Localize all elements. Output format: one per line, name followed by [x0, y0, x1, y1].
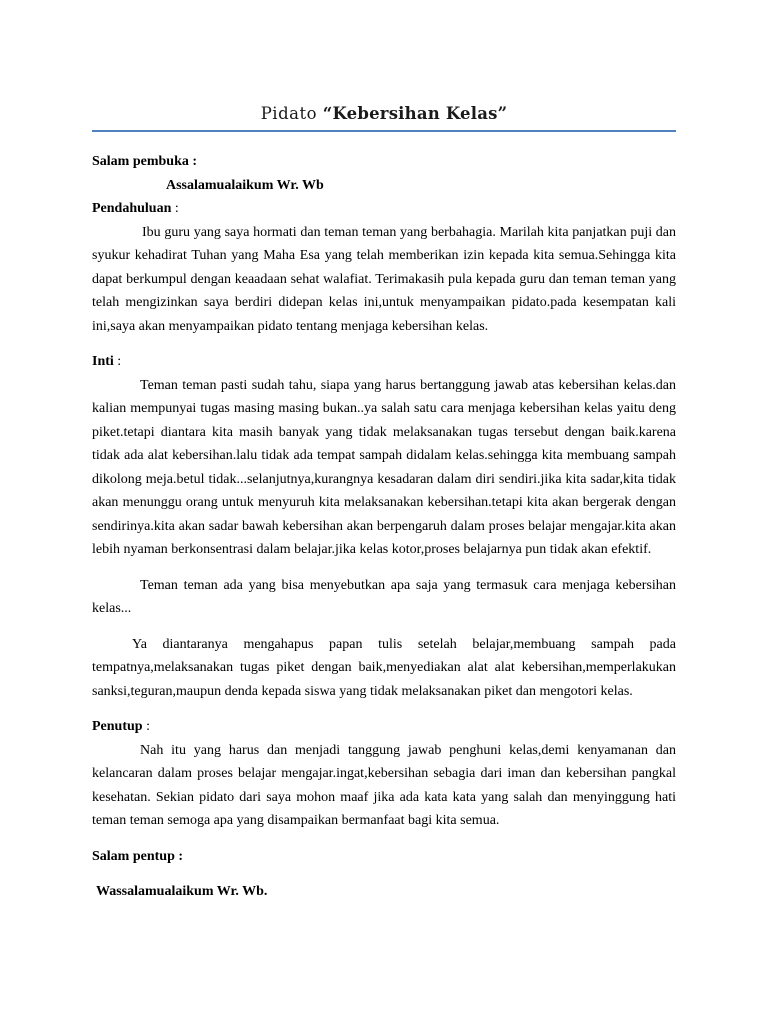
salam-pentup-heading: Salam pentup :: [92, 848, 184, 864]
penutup-paragraph: Nah itu yang harus dan menjadi tanggung jawab penghuni kelas,demi kenyamanan dan kelancaran dalam proses belajar mengajar.ingat,kebersihan sebagia dari iman dan kebersihan pangkal kesehatan. Sekian pidato dari saya mohon maaf jika ada kata kata yang salah dan menyinggung hati teman teman semoga apa yang disampaikan bermanfaat bagi kita semua.: [92, 742, 676, 828]
spacer: [92, 562, 676, 574]
document-body: [92, 150, 676, 904]
document-title: [92, 104, 676, 123]
inti-label: Inti: [92, 354, 114, 369]
pendahuluan-label: Pendahuluan: [92, 201, 172, 216]
spacer: [92, 833, 676, 845]
spacer: [92, 338, 676, 350]
penutup-colon: :: [142, 719, 150, 734]
penutup-label: Penutup: [92, 719, 143, 734]
spacer: [92, 868, 676, 880]
inti-paragraph-1: Teman teman pasti sudah tahu, siapa yang harus bertanggung jawab atas kebersihan kelas.dan kalian mempunyai tugas masing masing bukan..ya salah satu cara menjaga kebersihan kelas yaitu deng piket.tetapi diantara kita masih banyak yang tidak melaksanakan tugas tersebut dengan baik.karena tidak ada alat kebersihan.lalu tidak ada tempat sampah didalam kelas.sehingga kita membuang sampah dikolong meja.betul tidak...selanjutnya,kurangnya kesadaran dalam diri sendiri.jika kita sadar,kita tidak akan menunggu orang untuk menyuruh kita melaksanakan kebersihan.tetapi kita akan bergerak dengan sendirinya.kita akan sadar bawah kebersihan akan berpengaruh dalam proses belajar mengajar.kita akan lebih nyaman berkonsentrasi dalam belajar.jika kelas kotor,proses belajarnya pun tidak akan efektif.: [92, 377, 676, 557]
inti-paragraph-3: Ya diantaranya mengahapus papan tulis setelah belajar,membuang sampah pada tempatnya,melaksanakan tugas piket dengan baik,menyediakan alat alat kebersihan,memperlakukan sanksi,teguran,maupun denda kepada siswa yang tidak melaksanakan piket dan mengotori kelas.: [92, 636, 676, 699]
pendahuluan-colon: :: [171, 201, 179, 216]
title-prefix: Pidato: [260, 104, 323, 123]
salam-pembuka-heading: Salam pembuka :: [92, 154, 198, 169]
pendahuluan-heading: [92, 197, 676, 221]
salam-pentup-text: Wassalamualaikum Wr. Wb.: [96, 884, 268, 899]
title-underline: [92, 130, 676, 132]
spacer: [92, 703, 676, 715]
inti-colon: :: [113, 354, 122, 369]
penutup-heading: [92, 715, 676, 739]
pendahuluan-paragraph: Ibu guru yang saya hormati dan teman teman yang berbahagia. Marilah kita panjatkan puji dan syukur kehadirat Tuhan yang Maha Esa yang telah memberikan izin kepada kita semua.Sehingga kita dapat berkumpul dengan keaadaan sehat walafiat. Terimakasih pula kepada guru dan teman teman yang telah mengizinkan saya berdiri didepan kelas ini,untuk menyampaikan pidato.pada kesempatan kali ini,saya akan menyampaikan pidato tentang menjaga kebersihan kelas.: [92, 224, 676, 334]
inti-heading: [92, 350, 676, 374]
inti-paragraph-2: Teman teman ada yang bisa menyebutkan apa saja yang termasuk cara menjaga kebersihan kelas...: [92, 577, 676, 616]
title-main: “Kebersihan Kelas”: [322, 104, 508, 123]
salam-pembuka-text: Assalamualaikum Wr. Wb: [166, 177, 324, 193]
spacer: [92, 621, 676, 633]
